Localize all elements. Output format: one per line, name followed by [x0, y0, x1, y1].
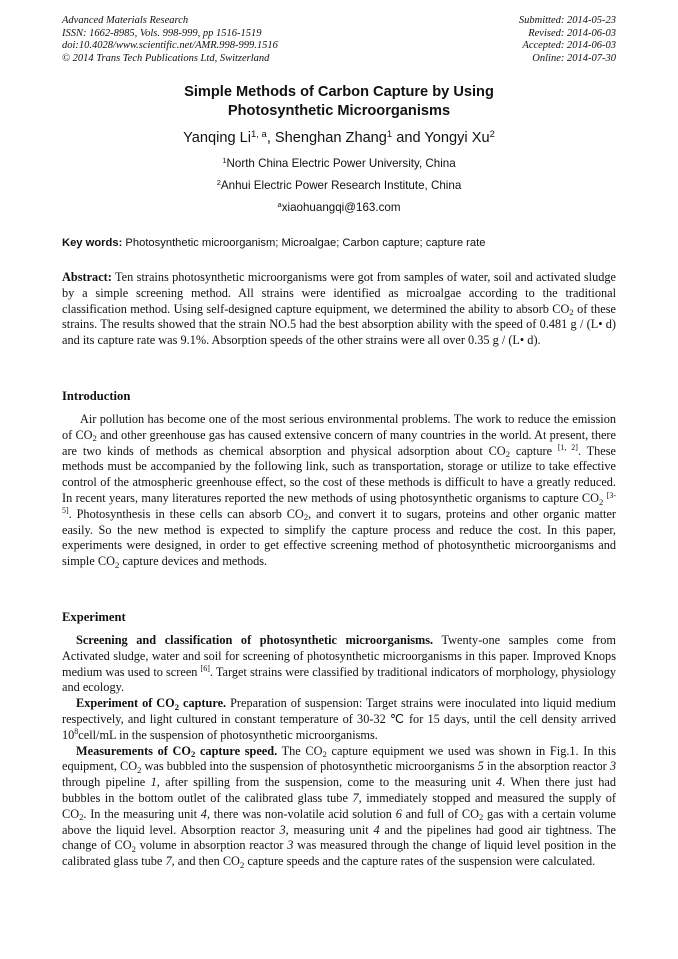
- experiment-heading: Experiment: [62, 610, 126, 624]
- label-number: 1: [150, 775, 157, 790]
- experiment-text: . In the measuring unit: [83, 806, 201, 821]
- experiment-text: . Target strains were classified by traditional indicators of morphology, physiology and ecology.: [62, 664, 616, 695]
- subscript: 2: [190, 749, 196, 760]
- experiment-text: gas with a certain volume above the liquid level. Absorption reactor: [62, 806, 616, 837]
- experiment-text: and the pipelines had good air tightness. The change of CO: [62, 822, 616, 853]
- abstract-paragraph: [62, 270, 616, 349]
- subscript: 2: [137, 764, 142, 775]
- label-number: 3: [287, 838, 294, 853]
- title-line-1: Simple Methods of Carbon Capture by Using: [184, 84, 494, 100]
- subscript: 2: [131, 843, 136, 854]
- affiliation-1-text: North China Electric Power University, China: [226, 157, 456, 170]
- experiment-text: Twenty-one samples come from Activated sludge, water and soil for screening of photosynthetic microorganisms in this paper. Improved Knops medium was used to screen: [62, 633, 616, 679]
- date-accepted: Accepted: 2014-06-03: [522, 40, 616, 51]
- heading-text: capture.: [179, 696, 227, 711]
- date-online: Online: 2014-07-30: [532, 52, 616, 64]
- run-in-heading: [76, 744, 277, 758]
- label-number: 3: [609, 759, 616, 774]
- keywords-text: Photosynthetic microorganism; Microalgae; Carbon capture; capture rate: [122, 237, 486, 249]
- experiment-text: cell/mL in the suspension of photosynthetic microorganisms.: [78, 727, 378, 742]
- abstract-text: Ten strains photosynthetic microorganisms were got from samples of water, soil and activated sludge by a simple screening method. All strains were identified as microalgae according to the traditional classification method. Using self-designed capture equipment, we determined the ability to absorb CO: [62, 270, 616, 316]
- experiment-text: The CO: [277, 743, 323, 758]
- citation: [1, 2]: [557, 443, 578, 453]
- journal-issn: ISSN: 1662-8985, Vols. 998-999, pp 1516-1519: [62, 27, 262, 39]
- experiment-text: capture equipment we used was shown in Fig.1. In this equipment, CO: [62, 743, 616, 774]
- subscript: 2: [114, 559, 120, 570]
- subscript: 2: [322, 749, 327, 760]
- keywords-label: Key words:: [62, 237, 123, 249]
- publication-dates: [519, 15, 616, 65]
- affiliation-2-mark: 2: [216, 177, 221, 187]
- subscript: 2: [569, 307, 574, 318]
- experiment-body: [62, 633, 616, 870]
- citation: [3-5]: [62, 490, 616, 516]
- contact-email: [62, 201, 616, 215]
- title-line-2: Photosynthetic Microorganisms: [227, 103, 451, 119]
- experiment-paragraph-2: [62, 696, 616, 743]
- intro-text: and other greenhouse gas has caused extensive concern of many countries in the world. At present, there are two kinds of methods as chemical absorption and physical adsorption about CO: [62, 427, 616, 458]
- experiment-text: , measuring unit: [285, 822, 374, 837]
- journal-info: [62, 15, 278, 65]
- experiment-paragraph-1: [62, 633, 616, 696]
- subscript: 2: [92, 433, 97, 444]
- date-submitted: Submitted: 2014-05-23: [518, 15, 616, 26]
- intro-text: capture: [510, 443, 558, 458]
- abstract: [62, 270, 616, 349]
- subscript: 2: [478, 812, 484, 823]
- heading-text: Experiment of CO: [76, 696, 175, 711]
- affiliation-1: [62, 157, 616, 171]
- abstract-text: of these strains. The results showed that the strain NO.5 had the best absorption ability with the speed of 0.481 g / (L• d) and its capture rate was 9.1%. Absorption speeds of the other strains were all over 0.35 g / (L• d).: [62, 301, 616, 348]
- introduction-paragraph: [62, 412, 616, 570]
- label-number: 3: [279, 822, 286, 837]
- experiment-text: , there was non-volatile acid solution: [206, 806, 396, 821]
- experiment-text: and full of CO: [401, 806, 479, 821]
- subscript: 2: [303, 512, 309, 523]
- author-2-affiliation-mark: 1: [386, 128, 393, 140]
- email-text: xiaohuangqi@163.com: [281, 201, 401, 214]
- author-list: [62, 129, 616, 147]
- affiliation-1-mark: 1: [222, 155, 227, 165]
- label-number: 7: [352, 790, 359, 805]
- experiment-text: volume in absorption reactor: [135, 838, 288, 853]
- intro-text: . Photosynthesis in these cells can absorb CO: [68, 506, 304, 521]
- email-mark: a: [277, 199, 282, 209]
- heading-text: capture speed.: [195, 743, 278, 758]
- author-3-affiliation-mark: 2: [489, 128, 495, 140]
- superscript: 8: [74, 727, 79, 737]
- date-revised: Revised: 2014-06-03: [528, 27, 616, 39]
- intro-text: capture devices and methods.: [119, 554, 268, 569]
- subscript: 2: [505, 449, 510, 460]
- experiment-text: , and then CO: [171, 854, 240, 869]
- subscript: 2: [599, 496, 604, 507]
- experiment-text: Preparation of suspension: Target strains were inoculated into liquid medium respectively, and light cultured in constant temperature of 30-32 ℃ for 15 days, until the cell density arrived 10: [62, 696, 616, 742]
- keywords: [62, 236, 616, 250]
- intro-text: . These methods must be accompanied by the following link, such as transportation, storage or utilize to take effective control of the atmospheric greenhouse effect, so the cost of these methods is difficult to have a greatly reduced. In recent years, many literatures reported the new methods of using photosynthetic organisms to capture CO: [62, 443, 616, 505]
- label-number: 6: [395, 806, 402, 821]
- experiment-text: through pipeline: [62, 775, 151, 790]
- subscript: 2: [174, 701, 180, 712]
- affiliation-2-text: Anhui Electric Power Research Institute, China: [220, 179, 462, 192]
- journal-name: Advanced Materials Research: [62, 15, 189, 26]
- intro-text: Air pollution has become one of the most serious environmental problems. The work to reduce the emission of CO: [62, 412, 616, 442]
- experiment-text: in the absorption reactor: [483, 759, 610, 774]
- introduction-body: [62, 412, 616, 570]
- journal-doi: doi:10.4028/www.scientific.net/AMR.998-999.1516: [62, 40, 278, 51]
- label-number: 4: [200, 806, 207, 821]
- label-number: 4: [373, 822, 380, 837]
- subscript: 2: [239, 859, 245, 870]
- label-number: 7: [165, 854, 172, 869]
- experiment-text: was bubbled into the suspension of photosynthetic microorganisms: [141, 759, 478, 774]
- author-2: , Shenghan Zhang: [266, 130, 387, 146]
- affiliation-2: [62, 179, 616, 193]
- introduction-heading: Introduction: [62, 389, 131, 403]
- experiment-text: , immediately stopped and measured the supply of CO: [62, 790, 617, 821]
- experiment-text: , after spilling from the suspension, come to the measuring unit: [156, 775, 497, 790]
- author-1: Yanqing Li: [183, 130, 251, 146]
- run-in-heading: Screening and classification of photosynthetic microorganisms.: [76, 633, 434, 647]
- paper-title: [62, 83, 616, 121]
- abstract-label: Abstract:: [62, 270, 112, 284]
- subscript: 2: [79, 812, 84, 823]
- journal-copyright: © 2014 Trans Tech Publications Ltd, Switzerland: [62, 52, 270, 64]
- experiment-text: capture speeds and the capture rates of the suspension were calculated.: [244, 854, 596, 869]
- run-in-heading: [76, 696, 226, 710]
- heading-text: Measurements of CO: [76, 743, 191, 758]
- author-3: and Yongyi Xu: [392, 130, 490, 146]
- author-1-affiliation-mark: 1, a: [251, 128, 267, 140]
- experiment-text: was measured through the change of liquid level position in the calibrated glass tube: [62, 838, 616, 869]
- intro-text: , and convert it to sugars, proteins and other organic matter easily. So the new method is expected to simplify the capture process and reduce the cost. In this paper, experiments were designed, in order to get effective screening method of photosynthetic microorganisms and simple CO: [62, 506, 616, 569]
- experiment-paragraph-3: [62, 744, 616, 870]
- citation: [6]: [200, 664, 210, 674]
- label-number: 5: [477, 759, 484, 774]
- experiment-text: . When there just had bubbles in the bottom outlet of the calibrated glass tube: [62, 775, 617, 805]
- label-number: 4: [496, 775, 503, 790]
